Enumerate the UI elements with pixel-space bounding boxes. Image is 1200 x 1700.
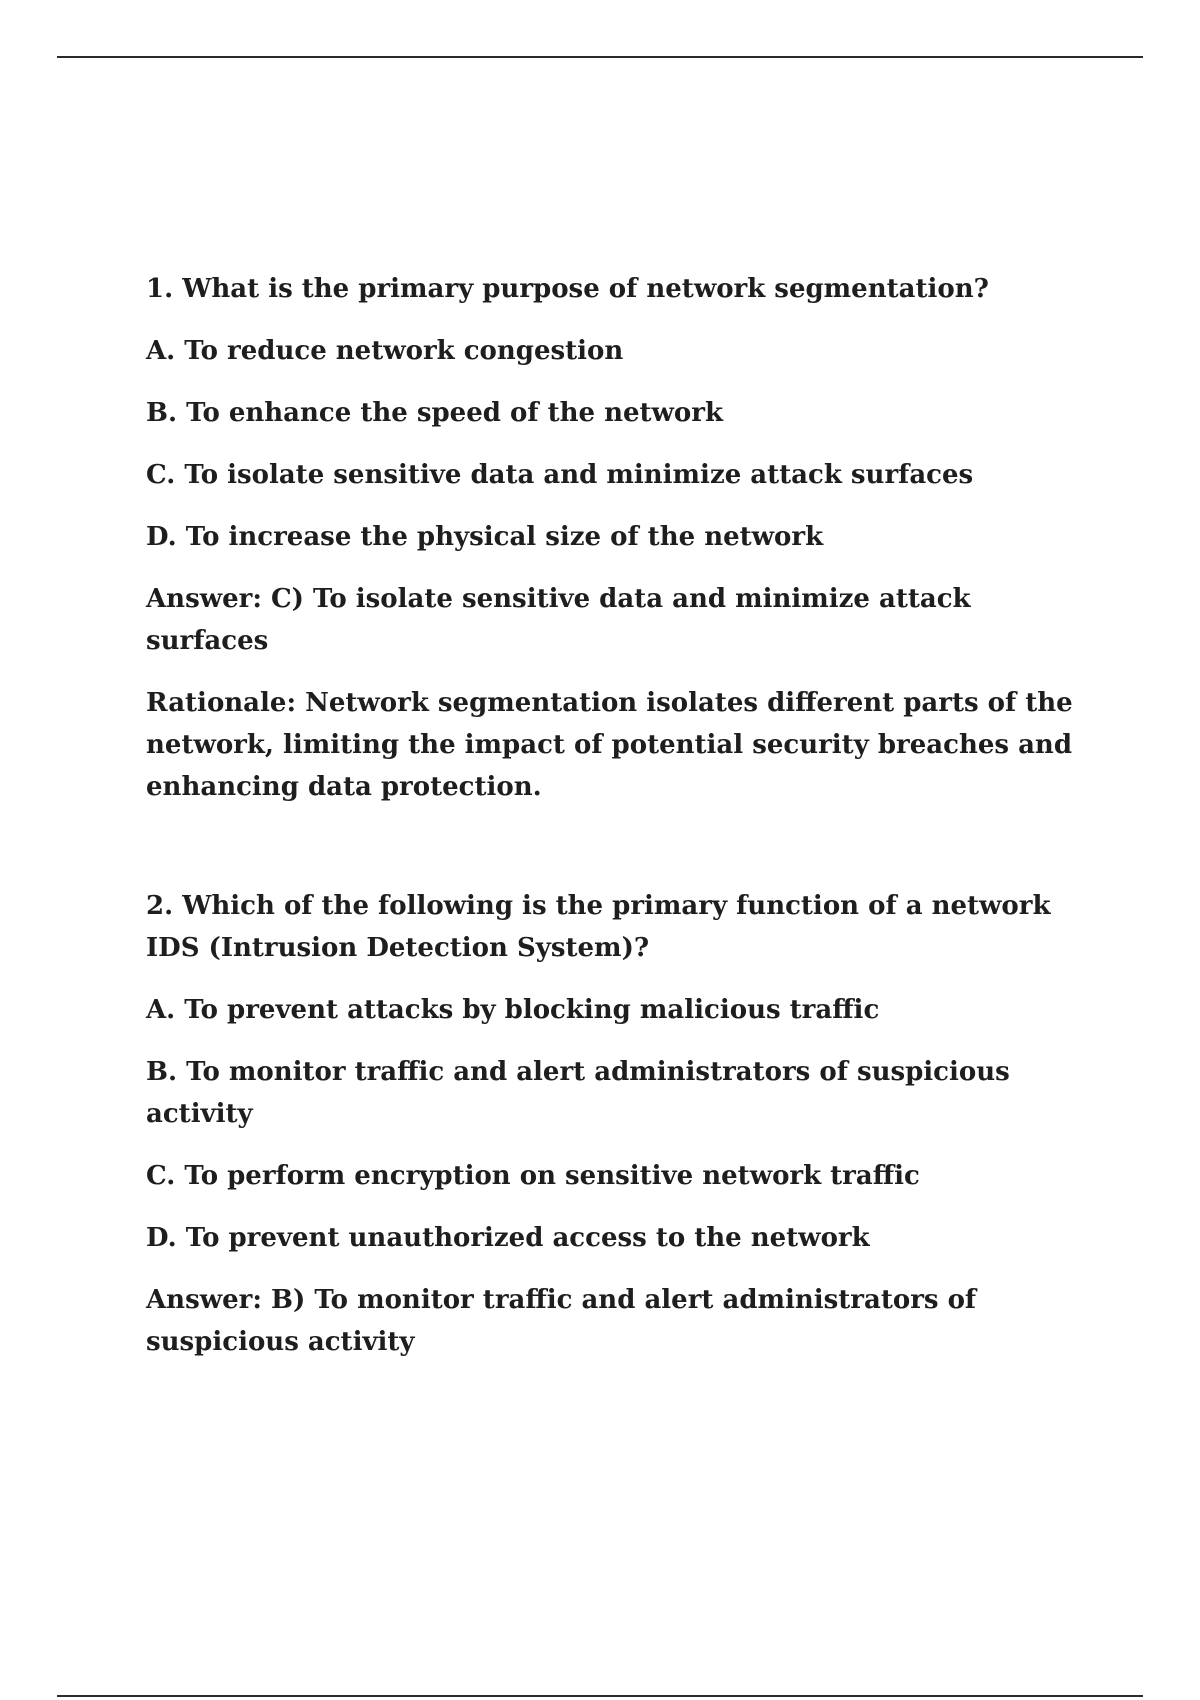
option-b: B. To enhance the speed of the network [146, 398, 723, 428]
question-text: 2. Which of the following is the primary function of a network IDS (Intrusion Detection System)? [146, 891, 1051, 963]
answer-text: Answer: C) To isolate sensitive data and minimize attack surfaces [146, 584, 971, 656]
option-c: C. To perform encryption on sensitive network traffic [146, 1161, 920, 1191]
option-d: D. To increase the physical size of the network [146, 522, 824, 552]
question-block-1 [146, 268, 1096, 808]
header-rule [57, 56, 1143, 58]
option-c: C. To isolate sensitive data and minimize attack surfaces [146, 460, 974, 490]
rationale-text: Rationale: Network segmentation isolates different parts of the network, limiting the impact of potential security breaches and enhancing data protection. [146, 688, 1073, 802]
option-d: D. To prevent unauthorized access to the network [146, 1223, 870, 1253]
option-a: A. To reduce network congestion [146, 336, 624, 366]
document-body [146, 268, 1096, 1363]
option-b: B. To monitor traffic and alert administrators of suspicious activity [146, 1057, 1010, 1129]
question-block-2 [146, 885, 1096, 1363]
footer-rule [57, 1695, 1143, 1697]
question-text: 1. What is the primary purpose of network segmentation? [146, 274, 989, 304]
option-a: A. To prevent attacks by blocking malicious traffic [146, 995, 880, 1025]
answer-text: Answer: B) To monitor traffic and alert administrators of suspicious activity [146, 1285, 977, 1357]
